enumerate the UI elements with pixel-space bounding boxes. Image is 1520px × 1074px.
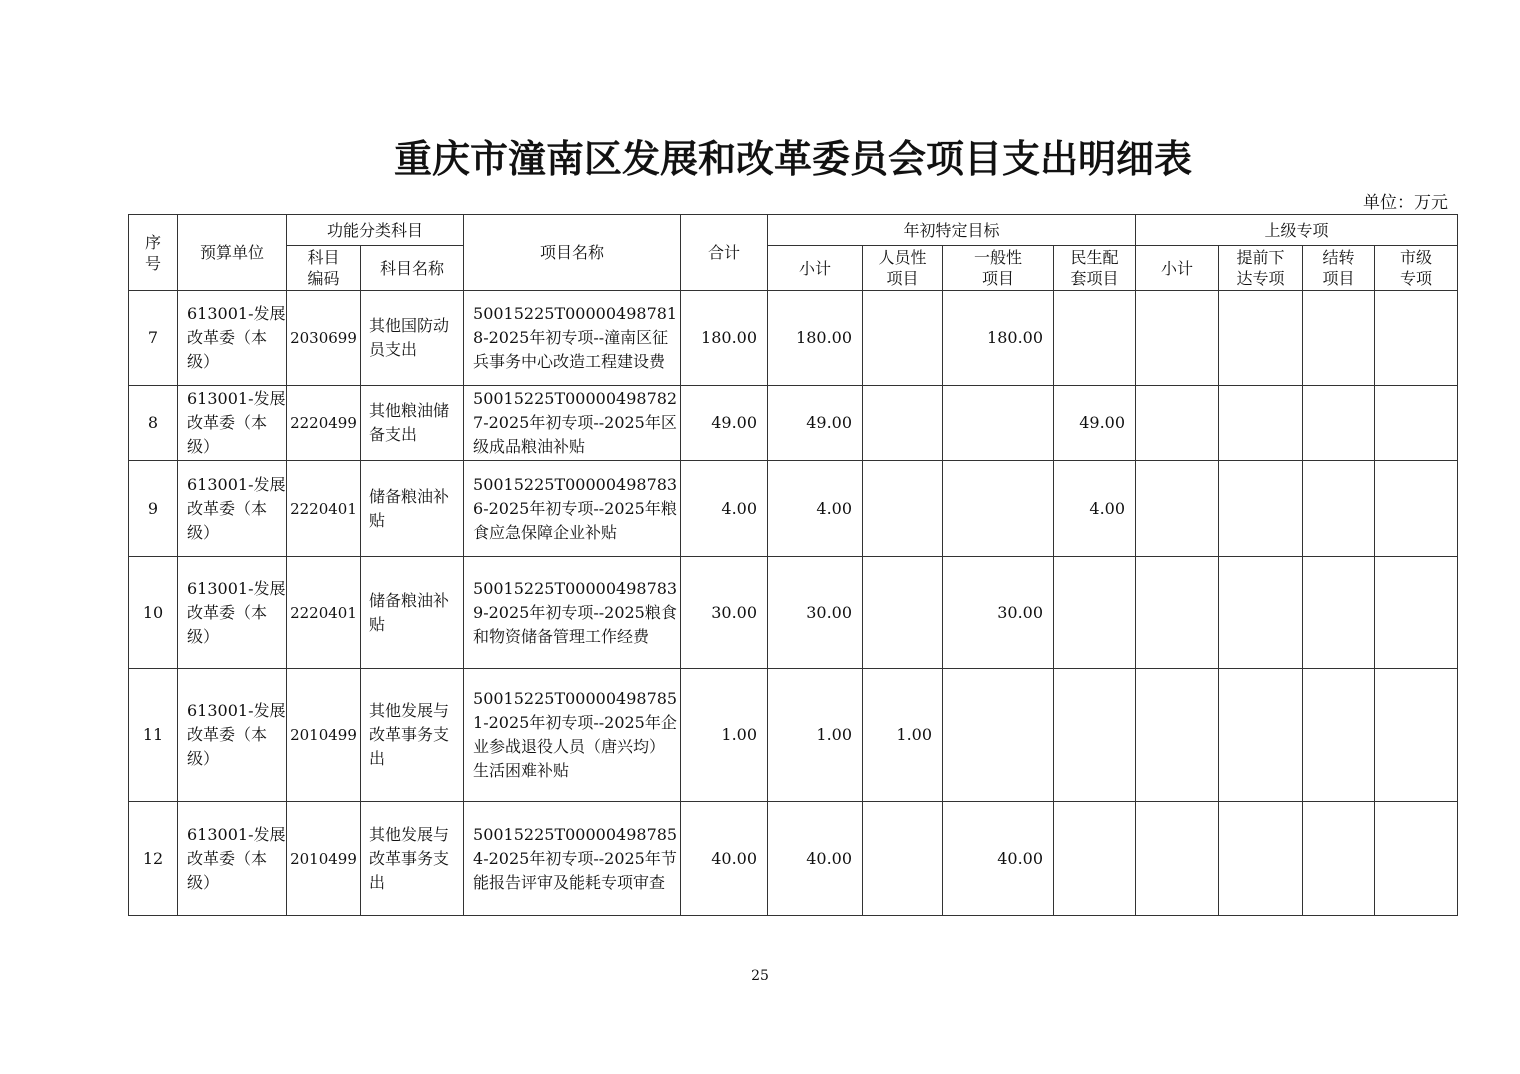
header-at-personnel: 人员性项目 bbox=[863, 246, 943, 291]
cell-total: 1.00 bbox=[681, 669, 768, 802]
header-budget-unit: 预算单位 bbox=[178, 215, 287, 291]
cell-subject-name: 储备粮油补贴 bbox=[361, 461, 464, 557]
cell-subject-code: 2010499 bbox=[287, 669, 361, 802]
cell-at-subtotal: 49.00 bbox=[768, 386, 863, 461]
cell-sp-subtotal bbox=[1136, 461, 1219, 557]
cell-sp-carryover bbox=[1303, 802, 1375, 916]
cell-sp-advance bbox=[1219, 802, 1303, 916]
cell-budget-unit: 613001-发展改革委（本级） bbox=[178, 557, 287, 669]
cell-seq: 9 bbox=[129, 461, 178, 557]
cell-project-name: 50015225T000004987839-2025年初专项--2025粮食和物资储备管理工作经费 bbox=[464, 557, 681, 669]
cell-total: 49.00 bbox=[681, 386, 768, 461]
cell-sp-advance bbox=[1219, 461, 1303, 557]
cell-subject-name: 储备粮油补贴 bbox=[361, 557, 464, 669]
cell-subject-name: 其他粮油储备支出 bbox=[361, 386, 464, 461]
unit-label: 单位：万元 bbox=[1363, 193, 1448, 213]
cell-sp-advance bbox=[1219, 669, 1303, 802]
cell-budget-unit: 613001-发展改革委（本级） bbox=[178, 291, 287, 386]
cell-budget-unit: 613001-发展改革委（本级） bbox=[178, 461, 287, 557]
cell-sp-subtotal bbox=[1136, 557, 1219, 669]
cell-project-name: 50015225T000004987818-2025年初专项--潼南区征兵事务中心改造工程建设费 bbox=[464, 291, 681, 386]
header-project-name: 项目名称 bbox=[464, 215, 681, 291]
cell-at-personnel: 1.00 bbox=[863, 669, 943, 802]
cell-sp-subtotal bbox=[1136, 386, 1219, 461]
header-annual-target: 年初特定目标 bbox=[768, 215, 1136, 246]
cell-at-personnel bbox=[863, 461, 943, 557]
table-row bbox=[129, 386, 1458, 461]
cell-at-general: 30.00 bbox=[943, 557, 1054, 669]
cell-subject-code: 2220401 bbox=[287, 557, 361, 669]
cell-at-livelihood bbox=[1054, 669, 1136, 802]
cell-sp-subtotal bbox=[1136, 802, 1219, 916]
header-seq: 序号 bbox=[129, 215, 178, 291]
cell-total: 40.00 bbox=[681, 802, 768, 916]
header-func-class: 功能分类科目 bbox=[287, 215, 464, 246]
cell-at-livelihood bbox=[1054, 557, 1136, 669]
cell-at-livelihood bbox=[1054, 802, 1136, 916]
cell-at-personnel bbox=[863, 557, 943, 669]
cell-at-livelihood: 49.00 bbox=[1054, 386, 1136, 461]
cell-sp-carryover bbox=[1303, 291, 1375, 386]
cell-at-livelihood bbox=[1054, 291, 1136, 386]
cell-sp-subtotal bbox=[1136, 669, 1219, 802]
cell-at-personnel bbox=[863, 291, 943, 386]
cell-sp-subtotal bbox=[1136, 291, 1219, 386]
cell-total: 4.00 bbox=[681, 461, 768, 557]
table-row bbox=[129, 461, 1458, 557]
cell-subject-code: 2030699 bbox=[287, 291, 361, 386]
cell-sp-city bbox=[1375, 557, 1458, 669]
cell-subject-code: 2220499 bbox=[287, 386, 361, 461]
cell-budget-unit: 613001-发展改革委（本级） bbox=[178, 669, 287, 802]
table-row bbox=[129, 669, 1458, 802]
cell-at-general bbox=[943, 386, 1054, 461]
cell-project-name: 50015225T000004987851-2025年初专项--2025年企业参战退役人员（唐兴均）生活困难补贴 bbox=[464, 669, 681, 802]
header-sp-carryover: 结转项目 bbox=[1303, 246, 1375, 291]
cell-at-general bbox=[943, 669, 1054, 802]
cell-subject-code: 2010499 bbox=[287, 802, 361, 916]
cell-at-personnel bbox=[863, 386, 943, 461]
table-row bbox=[129, 802, 1458, 916]
header-superior: 上级专项 bbox=[1136, 215, 1458, 246]
cell-sp-carryover bbox=[1303, 557, 1375, 669]
cell-sp-city bbox=[1375, 461, 1458, 557]
header-at-livelihood: 民生配套项目 bbox=[1054, 246, 1136, 291]
cell-project-name: 50015225T000004987836-2025年初专项--2025年粮食应急保障企业补贴 bbox=[464, 461, 681, 557]
cell-sp-advance bbox=[1219, 557, 1303, 669]
cell-at-subtotal: 180.00 bbox=[768, 291, 863, 386]
page-number: 25 bbox=[751, 968, 769, 984]
cell-total: 30.00 bbox=[681, 557, 768, 669]
header-sp-city: 市级专项 bbox=[1375, 246, 1458, 291]
cell-seq: 8 bbox=[129, 386, 178, 461]
table-row bbox=[129, 291, 1458, 386]
cell-at-livelihood: 4.00 bbox=[1054, 461, 1136, 557]
cell-at-personnel bbox=[863, 802, 943, 916]
cell-seq: 7 bbox=[129, 291, 178, 386]
cell-seq: 12 bbox=[129, 802, 178, 916]
cell-at-subtotal: 30.00 bbox=[768, 557, 863, 669]
cell-budget-unit: 613001-发展改革委（本级） bbox=[178, 386, 287, 461]
cell-at-general bbox=[943, 461, 1054, 557]
cell-total: 180.00 bbox=[681, 291, 768, 386]
cell-sp-carryover bbox=[1303, 386, 1375, 461]
header-subject-name: 科目名称 bbox=[361, 246, 464, 291]
header-total: 合计 bbox=[681, 215, 768, 291]
cell-sp-advance bbox=[1219, 386, 1303, 461]
header-sp-advance: 提前下达专项 bbox=[1219, 246, 1303, 291]
header-subject-code: 科目编码 bbox=[287, 246, 361, 291]
cell-subject-name: 其他发展与改革事务支出 bbox=[361, 669, 464, 802]
cell-sp-city bbox=[1375, 291, 1458, 386]
table-row bbox=[129, 557, 1458, 669]
cell-subject-name: 其他发展与改革事务支出 bbox=[361, 802, 464, 916]
cell-subject-name: 其他国防动员支出 bbox=[361, 291, 464, 386]
cell-at-subtotal: 40.00 bbox=[768, 802, 863, 916]
cell-seq: 11 bbox=[129, 669, 178, 802]
cell-project-name: 50015225T000004987827-2025年初专项--2025年区级成品粮油补贴 bbox=[464, 386, 681, 461]
cell-sp-carryover bbox=[1303, 669, 1375, 802]
cell-budget-unit: 613001-发展改革委（本级） bbox=[178, 802, 287, 916]
cell-at-general: 40.00 bbox=[943, 802, 1054, 916]
cell-sp-city bbox=[1375, 802, 1458, 916]
cell-at-subtotal: 4.00 bbox=[768, 461, 863, 557]
cell-sp-carryover bbox=[1303, 461, 1375, 557]
cell-sp-city bbox=[1375, 386, 1458, 461]
page-title: 重庆市潼南区发展和改革委员会项目支出明细表 bbox=[393, 136, 1192, 181]
cell-at-general: 180.00 bbox=[943, 291, 1054, 386]
cell-at-subtotal: 1.00 bbox=[768, 669, 863, 802]
cell-sp-advance bbox=[1219, 291, 1303, 386]
project-expenditure-table bbox=[128, 214, 1458, 916]
header-sp-subtotal: 小计 bbox=[1136, 246, 1219, 291]
header-at-general: 一般性项目 bbox=[943, 246, 1054, 291]
cell-subject-code: 2220401 bbox=[287, 461, 361, 557]
cell-project-name: 50015225T000004987854-2025年初专项--2025年节能报告评审及能耗专项审查 bbox=[464, 802, 681, 916]
cell-seq: 10 bbox=[129, 557, 178, 669]
header-at-subtotal: 小计 bbox=[768, 246, 863, 291]
cell-sp-city bbox=[1375, 669, 1458, 802]
